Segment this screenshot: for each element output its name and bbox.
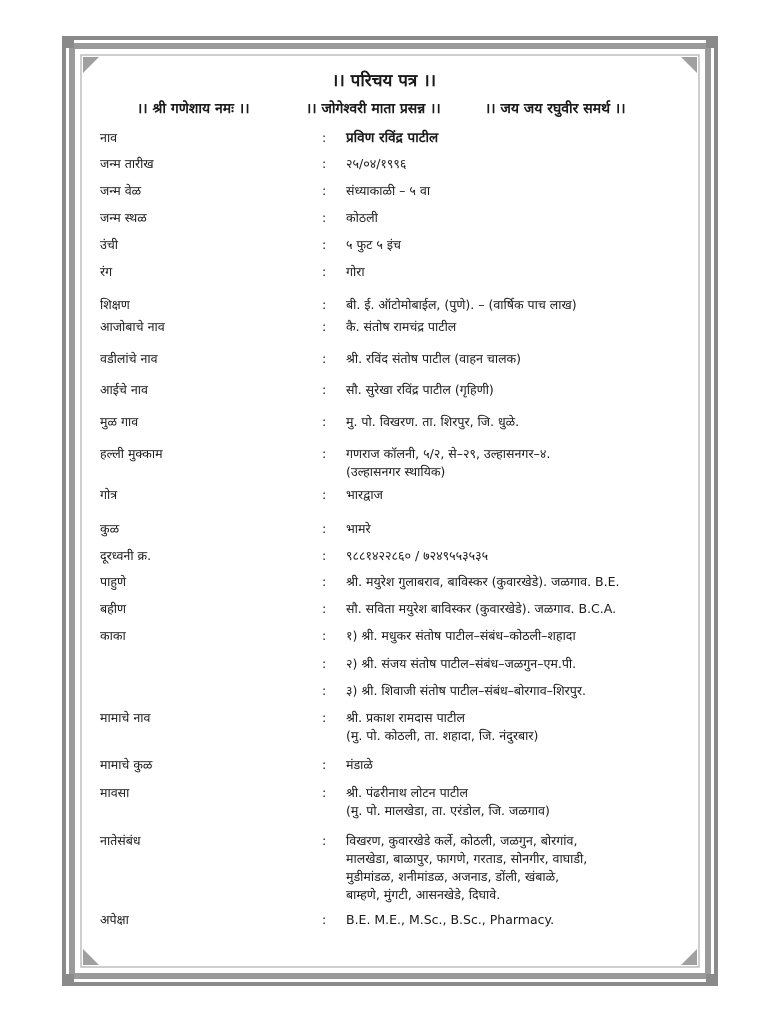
field-label: नाव	[100, 130, 118, 145]
field-value: २) श्री. संजय संतोष पाटील–संबंध–जळगुन–एम.पी.	[346, 656, 577, 671]
field-label: नातेसंबंध	[100, 833, 141, 848]
field-separator: :	[322, 628, 327, 643]
field-value: संध्याकाळी – ५ वा	[346, 183, 431, 198]
field-value: गोरा	[346, 264, 365, 279]
field-label: शिक्षण	[100, 297, 130, 312]
field-separator: :	[322, 833, 327, 848]
field-label: जन्म तारीख	[100, 156, 154, 171]
field-value: श्री. पंढरीनाथ लोटन पाटील (मु. पो. मालखेडा, ता. एरंडोल, जि. जळगाव)	[346, 785, 550, 818]
field-value: मंडाळे	[346, 757, 373, 772]
field-separator: :	[322, 710, 327, 725]
field-separator: :	[322, 574, 327, 589]
field-label: मामाचे कुळ	[100, 757, 153, 772]
field-value: ३) श्री. शिवाजी संतोष पाटील–संबंध–बोरगाव–शिरपुर.	[346, 683, 586, 698]
field-label: बहीण	[100, 601, 127, 616]
field-label: वडीलांचे नाव	[100, 351, 158, 366]
field-separator: :	[322, 683, 327, 698]
field-separator: :	[322, 264, 327, 279]
field-value: ५ फुट ५ इंच	[346, 237, 401, 252]
field-label: आजोबाचे नाव	[100, 319, 165, 334]
field-value: मु. पो. विखरण. ता. शिरपुर, जि. धुळे.	[346, 414, 520, 429]
field-label: मामाचे नाव	[100, 710, 151, 725]
field-separator: :	[322, 414, 327, 429]
field-label: मावसा	[100, 785, 130, 800]
field-label: जन्म वेळ	[100, 183, 142, 198]
blessing-jogeshwari: ।। जोगेश्वरी माता प्रसन्न ।।	[306, 101, 441, 117]
field-separator: :	[322, 656, 327, 671]
document-title: ।। परिचय पत्र ।।	[331, 71, 437, 91]
field-value: श्री. प्रकाश रामदास पाटील (मु. पो. कोठली, ता. शहादा, जि. नंदुरबार)	[346, 710, 539, 743]
field-label: जन्म स्थळ	[100, 210, 147, 225]
field-value: कै. संतोष रामचंद्र पाटील	[346, 319, 457, 334]
field-separator: :	[322, 912, 327, 927]
field-separator: :	[322, 382, 327, 397]
field-separator: :	[322, 601, 327, 616]
field-label: आईचे नाव	[100, 382, 148, 397]
field-value: भारद्वाज	[346, 487, 383, 502]
field-separator: :	[322, 785, 327, 800]
field-separator: :	[322, 183, 327, 198]
field-value: गणराज कॉलनी, ५/२, से–२९, उल्हासनगर–४. (उल्हासनगर स्थायिक)	[346, 446, 551, 479]
field-separator: :	[322, 351, 327, 366]
blessing-raghuvir: ।। जय जय रघुवीर समर्थ ।।	[485, 101, 626, 117]
field-value: सौ. सविता मयुरेश बाविस्कर (कुवारखेडे). जळगाव. B.C.A.	[346, 601, 617, 616]
field-value: श्री. मयुरेश गुलाबराव, बाविस्कर (कुवारखेडे). जळगाव. B.E.	[346, 574, 620, 589]
field-label: काका	[100, 628, 126, 643]
field-value: ९८८१४२२८६० / ७२४९५५३५३५	[346, 548, 489, 563]
field-value: भामरे	[346, 521, 371, 536]
field-separator: :	[322, 130, 327, 145]
field-separator: :	[322, 210, 327, 225]
field-value: B.E. M.E., M.Sc., B.Sc., Pharmacy.	[346, 912, 555, 927]
field-value: कोठली	[346, 210, 378, 225]
field-label: गोत्र	[100, 487, 118, 502]
field-label: पाहुणे	[100, 574, 127, 589]
field-separator: :	[322, 319, 327, 334]
field-label: अपेक्षा	[100, 912, 129, 927]
field-label: दूरध्वनी क्र.	[100, 548, 152, 563]
field-label: हल्ली मुक्काम	[100, 446, 163, 461]
field-value: बी. ई. ऑटोमोबाईल, (पुणे). – (वार्षिक पाच लाख)	[346, 297, 577, 312]
field-value: विखरण, कुवारखेडे कर्ले, कोठली, जळगुन, बोरगांव, मालखेडा, बाळापुर, फागणे, गरताड, सोनगीर, वाघाडी, मुडीमांडळ, शनीमांडळ, अजनाड, डोंली, खंबाळे, बाम्हणे, मुंगटी, आसनखेडे, दिघावे.	[346, 833, 588, 902]
field-label: रंग	[100, 264, 113, 279]
field-separator: :	[322, 521, 327, 536]
field-value: सौ. सुरेखा रविंद्र पाटील (गृहिणी)	[346, 382, 494, 397]
field-separator: :	[322, 297, 327, 312]
field-separator: :	[322, 548, 327, 563]
field-value: प्रविण रविंद्र पाटील	[346, 130, 439, 146]
field-value: श्री. रविंद संतोष पाटील (वाहन चालक)	[346, 351, 522, 366]
field-value: १) श्री. मधुकर संतोष पाटील–संबंध–कोठली–शहादा	[346, 628, 576, 643]
field-separator: :	[322, 446, 327, 461]
field-label: उंची	[100, 237, 119, 252]
field-separator: :	[322, 757, 327, 772]
field-separator: :	[322, 487, 327, 502]
field-value: २५/०४/१९९६	[346, 156, 407, 171]
field-label: कुळ	[100, 521, 120, 536]
field-label: मुळ गाव	[100, 414, 139, 429]
field-separator: :	[322, 237, 327, 252]
field-separator: :	[322, 156, 327, 171]
blessing-ganesha: ।। श्री गणेशाय नमः ।।	[137, 101, 250, 117]
